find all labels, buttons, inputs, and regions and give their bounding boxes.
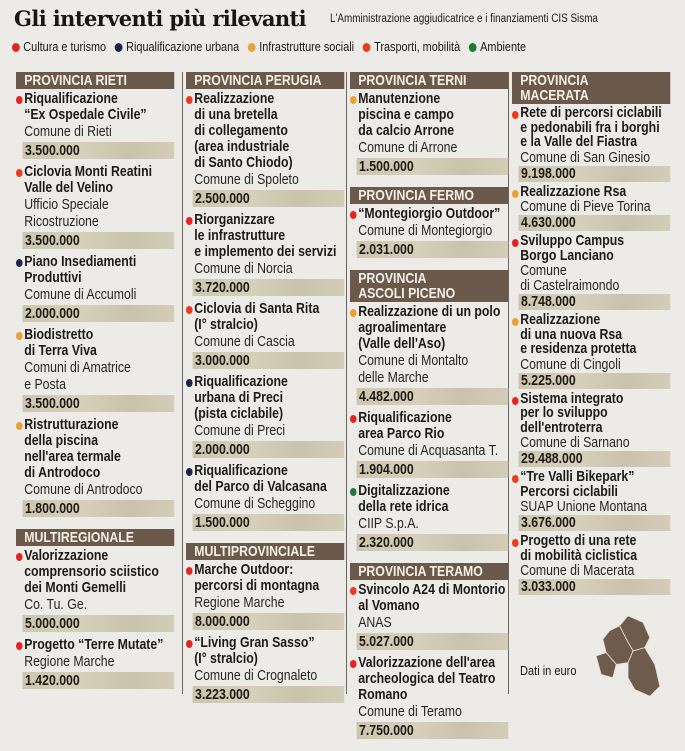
project-title: Riqualificazione del Parco di Valcasana	[194, 462, 327, 495]
project-amount: 3.223.000	[193, 686, 345, 703]
province-section	[186, 72, 344, 531]
project-amount: 1.800.000	[23, 500, 175, 517]
project-amount: 1.500.000	[357, 158, 509, 175]
project-item	[186, 562, 344, 630]
project-entity: Comune di Castelraimondo	[520, 262, 620, 294]
project-entity: Comune di Rieti	[24, 123, 112, 140]
trasporti-dot-icon	[512, 539, 519, 547]
cultura-dot-icon	[16, 553, 23, 561]
project-item	[512, 534, 670, 595]
project-entity: Regione Marche	[24, 653, 115, 670]
legend-label: Cultura e turismo	[23, 40, 107, 54]
project-item	[186, 635, 344, 703]
section-header: PROVINCIA TERAMO	[350, 563, 508, 580]
project-item	[186, 463, 344, 531]
column-divider	[182, 72, 183, 694]
project-amount: 1.500.000	[193, 514, 345, 531]
project-item	[350, 206, 508, 258]
project-item	[512, 313, 670, 389]
project-entity: Comune di San Ginesio	[520, 148, 651, 166]
project-item	[186, 91, 344, 207]
project-item	[350, 410, 508, 478]
sociali-dot-icon	[512, 318, 519, 326]
project-entity: Regione Marche	[194, 594, 285, 611]
project-amount: 2.000.000	[193, 441, 345, 458]
project-title: Ciclovia di Santa Rita (I° stralcio)	[194, 300, 320, 333]
cultura-dot-icon	[350, 415, 357, 423]
column-divider	[346, 72, 347, 694]
project-entity: Comune di Cascia	[194, 333, 295, 350]
project-item	[186, 374, 344, 458]
project-title: Realizzazione Rsa	[520, 182, 627, 200]
project-amount: 2.320.000	[357, 534, 509, 551]
project-title: “Montegiorgio Outdoor”	[358, 205, 501, 222]
cultura-dot-icon	[512, 239, 519, 247]
sociali-dot-icon	[350, 309, 357, 317]
project-item	[16, 164, 174, 249]
project-title: Realizzazione di una bretella di collegamento (area industriale di Santo Chiodo)	[194, 90, 293, 171]
project-item	[186, 212, 344, 296]
project-amount: 29.488.000	[519, 451, 671, 467]
project-amount: 5.027.000	[357, 633, 509, 650]
project-amount: 3.000.000	[193, 352, 345, 369]
legend-item-sociali	[248, 40, 354, 54]
project-amount: 8.000.000	[193, 613, 345, 630]
project-entity: Comune di Scheggino	[194, 495, 316, 512]
cultura-dot-icon	[12, 43, 20, 52]
project-title: Sistema integrato per lo sviluppo dell'entroterra	[520, 389, 624, 436]
project-entity: Co. Tu. Ge.	[24, 596, 88, 613]
province-section	[350, 72, 508, 175]
project-amount: 2.031.000	[357, 241, 509, 258]
province-section	[16, 72, 174, 517]
legend-label: Riqualificazione urbana	[126, 40, 240, 54]
section-header: PROVINCIA TERNI	[350, 72, 508, 89]
project-item	[16, 254, 174, 322]
project-title: “Tre Valli Bikepark” Percorsi ciclabili	[520, 468, 635, 500]
ambiente-dot-icon	[350, 488, 357, 496]
trasporti-dot-icon	[363, 43, 371, 52]
section-header: MULTIREGIONALE	[16, 529, 174, 546]
project-entity: Comune di Acquasanta T.	[358, 442, 499, 459]
section-header: PROVINCIA PERUGIA	[186, 72, 344, 89]
province-section	[350, 563, 508, 739]
category-legend	[12, 40, 526, 54]
project-item	[512, 106, 670, 182]
project-item	[512, 182, 670, 232]
legend-label: Ambiente	[480, 40, 527, 54]
trasporti-dot-icon	[16, 169, 23, 177]
province-section	[512, 72, 670, 595]
urbana-dot-icon	[186, 379, 193, 387]
project-entity: CIIP S.p.A.	[358, 515, 419, 532]
section-header: PROVINCIA MACERATA	[512, 72, 670, 104]
project-entity: Comune di Spoleto	[194, 171, 299, 188]
trasporti-dot-icon	[512, 475, 519, 483]
project-amount: 3.033.000	[519, 579, 671, 595]
project-entity: Comune di Crognaleto	[194, 667, 318, 684]
trasporti-dot-icon	[186, 96, 193, 104]
project-amount: 3.500.000	[23, 395, 175, 412]
cultura-dot-icon	[186, 567, 193, 575]
project-amount: 7.750.000	[357, 722, 509, 739]
project-entity: Comune di Pieve Torina	[520, 198, 651, 215]
project-item	[16, 637, 174, 689]
project-item	[350, 582, 508, 650]
sociali-dot-icon	[16, 422, 23, 430]
cultura-dot-icon	[350, 211, 357, 219]
project-title: Riqualificazione area Parco Rio	[358, 409, 452, 442]
legend-item-ambiente	[469, 40, 526, 54]
legend-label: Trasporti, mobilità	[374, 40, 461, 54]
project-entity: ANAS	[358, 614, 392, 631]
project-title: Riqualificazione urbana di Preci (pista ciclabile)	[194, 373, 288, 422]
project-amount: 3.720.000	[193, 279, 345, 296]
cultura-dot-icon	[512, 397, 519, 405]
project-title: Realizzazione di una nuova Rsa e residenza protetta	[520, 311, 637, 357]
project-item	[512, 234, 670, 310]
section-header: MULTIPROVINCIALE	[186, 543, 344, 560]
province-section	[350, 187, 508, 258]
project-entity: Comuni di Amatrice e Posta	[24, 359, 131, 393]
legend-item-urbana	[115, 40, 239, 54]
cultura-dot-icon	[186, 217, 193, 225]
project-title: Rete di percorsi ciclabili e pedonabili fra i borghi e la Valle del Fiastra	[520, 104, 662, 150]
page-title: Gli interventi più rilevanti	[14, 6, 306, 31]
project-title: Progetto di una rete di mobilità ciclistica	[520, 532, 638, 564]
project-item	[350, 91, 508, 175]
project-amount: 9.198.000	[519, 166, 671, 182]
project-item	[512, 470, 670, 531]
project-title: Riqualificazione “Ex Ospedale Civile”	[24, 90, 147, 123]
urbana-dot-icon	[16, 259, 23, 267]
project-item	[16, 548, 174, 632]
column-2	[186, 72, 344, 715]
project-title: Riorganizzare le infrastrutture e implemento dei servizi	[194, 211, 337, 260]
sociali-dot-icon	[512, 190, 519, 198]
trasporti-dot-icon	[512, 111, 519, 119]
project-item	[186, 301, 344, 369]
urbana-dot-icon	[115, 43, 123, 52]
project-item	[16, 417, 174, 517]
province-section	[350, 270, 508, 551]
project-title: Svincolo A24 di Montorio al Vomano	[358, 581, 506, 614]
project-entity: Comune di Montegiorgio	[358, 222, 493, 239]
project-title: Realizzazione di un polo agroalimentare (Valle dell'Aso)	[358, 303, 501, 352]
project-item	[350, 483, 508, 551]
urbana-dot-icon	[186, 468, 193, 476]
column-1	[16, 72, 174, 701]
legend-label: Infrastrutture sociali	[259, 40, 355, 54]
project-item	[512, 389, 670, 468]
column-4	[512, 72, 670, 607]
project-title: “Living Gran Sasso” (I° stralcio)	[194, 634, 315, 667]
project-entity: SUAP Unione Montana	[520, 498, 648, 515]
cultura-dot-icon	[186, 640, 193, 648]
project-title: Marche Outdoor: percorsi di montagna	[194, 561, 320, 594]
project-entity: Comune di Antrodoco	[24, 481, 143, 498]
project-entity: Comune di Macerata	[520, 562, 635, 579]
project-title: Biodistretto di Terra Viva	[24, 326, 97, 359]
project-entity: Comune di Accumoli	[24, 286, 137, 303]
sociali-dot-icon	[16, 332, 23, 340]
project-entity: Comune di Montalto delle Marche	[358, 352, 469, 386]
sociali-dot-icon	[248, 43, 256, 52]
project-item	[16, 91, 174, 159]
project-entity: Comune di Preci	[194, 422, 286, 439]
section-header: PROVINCIA FERMO	[350, 187, 508, 204]
trasporti-dot-icon	[186, 306, 193, 314]
project-title: Ristrutturazione della piscina nell'area termale di Antrodoco	[24, 416, 121, 481]
project-title: Valorizzazione comprensorio sciistico dei Monti Gemelli	[24, 547, 159, 596]
project-title: Valorizzazione dell'area archeologica del Teatro Romano	[358, 654, 496, 703]
project-item	[350, 304, 508, 405]
province-section	[16, 529, 174, 689]
footnote: Dati in euro	[520, 663, 577, 678]
project-amount: 4.482.000	[357, 388, 509, 405]
section-header: PROVINCIA ASCOLI PICENO	[350, 270, 508, 302]
trasporti-dot-icon	[350, 587, 357, 595]
project-title: Progetto “Terre Mutate”	[24, 636, 164, 653]
cultura-dot-icon	[350, 660, 357, 668]
project-item	[16, 327, 174, 412]
project-title: Manutenzione piscina e campo da calcio Arrone	[358, 90, 455, 139]
project-amount: 4.630.000	[519, 215, 671, 231]
page-subtitle: L'Amministrazione aggiudicatrice e i finanziamenti CIS Sisma	[330, 13, 598, 25]
project-amount: 5.225.000	[519, 373, 671, 389]
project-amount: 1.420.000	[23, 672, 175, 689]
project-entity: Comune di Sarnano	[520, 434, 630, 451]
project-title: Sviluppo Campus Borgo Lanciano	[520, 232, 625, 264]
project-amount: 2.000.000	[23, 305, 175, 322]
project-title: Ciclovia Monti Reatini Valle del Velino	[24, 163, 153, 196]
central-italy-map	[588, 614, 668, 698]
project-entity: Comune di Cingoli	[520, 355, 621, 373]
cultura-dot-icon	[16, 642, 23, 650]
section-header: PROVINCIA RIETI	[16, 72, 174, 89]
project-title: Piano Insediamenti Produttivi	[24, 253, 137, 286]
project-title: Digitalizzazione della rete idrica	[358, 482, 450, 515]
project-amount: 3.500.000	[23, 142, 175, 159]
project-amount: 5.000.000	[23, 615, 175, 632]
project-entity: Ufficio Speciale Ricostruzione	[24, 196, 109, 230]
project-amount: 3.500.000	[23, 232, 175, 249]
project-item	[350, 655, 508, 739]
project-amount: 1.904.000	[357, 461, 509, 478]
legend-item-trasporti	[363, 40, 460, 54]
sociali-dot-icon	[350, 96, 357, 104]
project-amount: 8.748.000	[519, 294, 671, 310]
legend-item-cultura	[12, 40, 106, 54]
project-amount: 3.676.000	[519, 515, 671, 531]
project-amount: 2.500.000	[193, 190, 345, 207]
project-entity: Comune di Arrone	[358, 139, 458, 156]
project-entity: Comune di Norcia	[194, 260, 293, 277]
cultura-dot-icon	[16, 96, 23, 104]
column-3	[350, 72, 508, 751]
ambiente-dot-icon	[469, 43, 477, 52]
province-section	[186, 543, 344, 703]
project-entity: Comune di Teramo	[358, 703, 462, 720]
